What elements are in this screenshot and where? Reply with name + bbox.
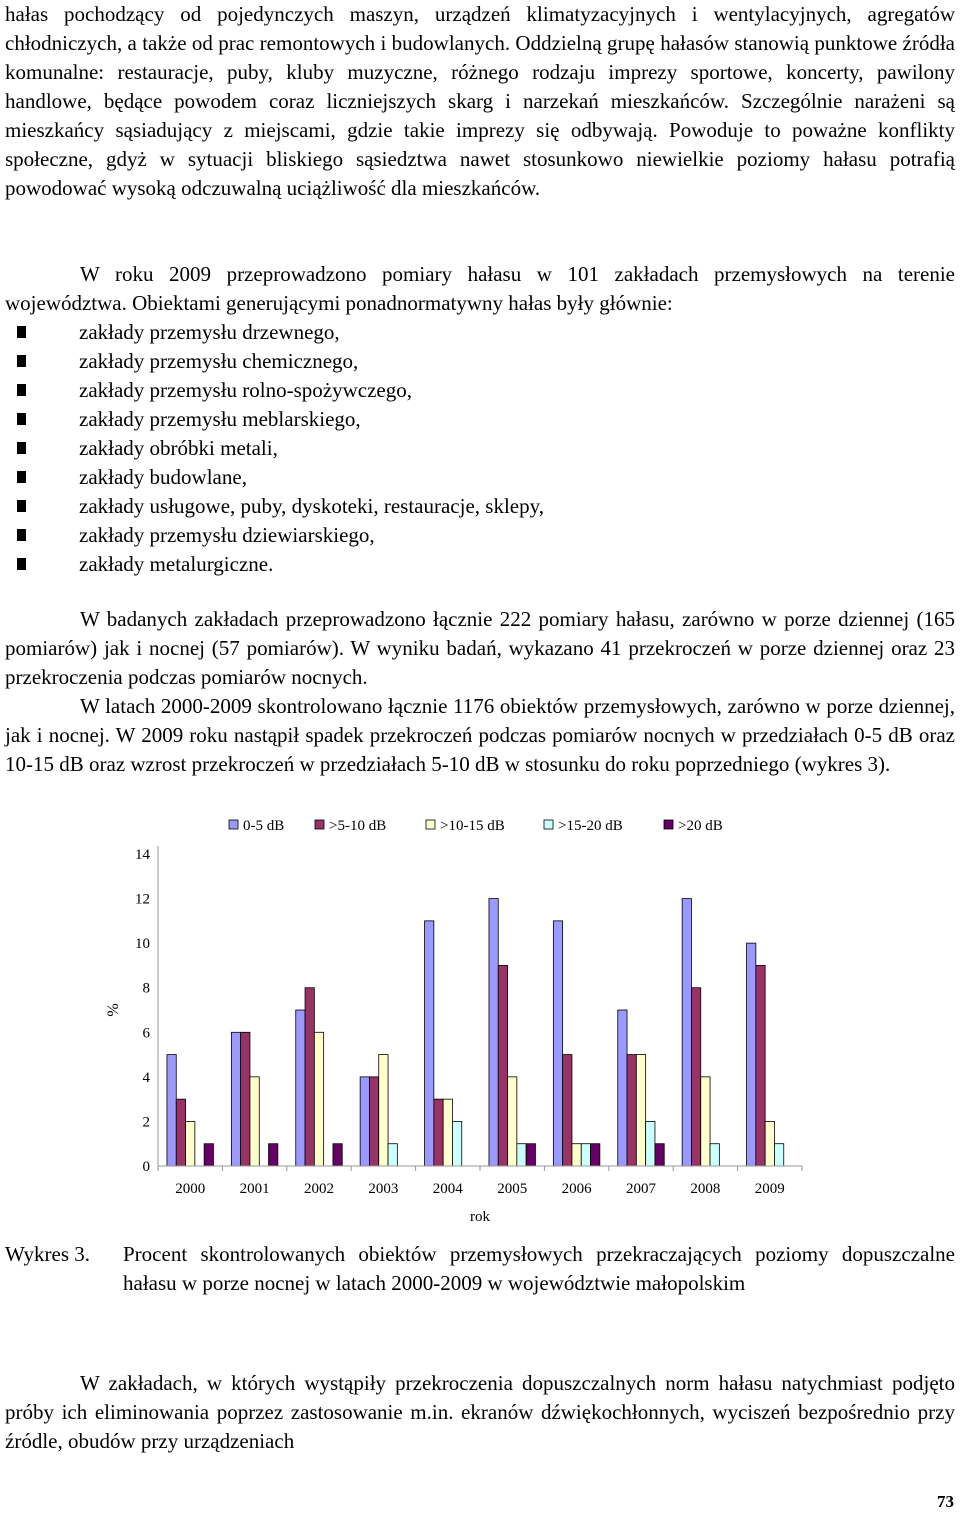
bar (581, 1144, 590, 1166)
bar (443, 1099, 452, 1166)
square-bullet-icon (17, 529, 26, 541)
bar (627, 1055, 636, 1166)
square-bullet-icon (17, 558, 26, 570)
bar (508, 1077, 517, 1166)
bar (204, 1144, 213, 1166)
bar (646, 1121, 655, 1166)
bar (269, 1144, 278, 1166)
bar (498, 965, 507, 1166)
x-axis-label: rok (470, 1209, 490, 1225)
list-item: zakłady przemysłu drzewnego, (5, 318, 905, 347)
list-item: zakłady obróbki metali, (5, 434, 905, 463)
square-bullet-icon (17, 384, 26, 396)
bar (636, 1055, 645, 1166)
bar (591, 1144, 600, 1166)
bar (756, 965, 765, 1166)
legend-label: >15-20 dB (558, 818, 623, 834)
y-tick-label: 8 (142, 980, 150, 997)
bar (379, 1055, 388, 1166)
x-tick-label: 2008 (690, 1181, 721, 1197)
list-item: zakłady przemysłu chemicznego, (5, 347, 905, 376)
square-bullet-icon (17, 442, 26, 454)
x-tick-label: 2005 (497, 1181, 528, 1197)
noise-exceedance-chart (90, 812, 810, 1230)
x-tick-label: 2009 (754, 1181, 785, 1197)
x-tick-label: 2006 (561, 1181, 592, 1197)
bar (176, 1099, 185, 1166)
list-item: zakłady usługowe, puby, dyskoteki, restauracje, sklepy, (5, 492, 905, 521)
bar (231, 1032, 240, 1166)
x-tick-label: 2004 (432, 1181, 463, 1197)
bar (691, 988, 700, 1166)
x-tick-label: 2002 (304, 1181, 334, 1197)
square-bullet-icon (17, 355, 26, 367)
legend-swatch (229, 820, 238, 829)
bar (774, 1144, 783, 1166)
bar (167, 1055, 176, 1166)
legend-label: >10-15 dB (440, 818, 505, 834)
bar (369, 1077, 378, 1166)
square-bullet-icon (17, 413, 26, 425)
legend-label: >20 dB (678, 818, 723, 834)
bar (563, 1055, 572, 1166)
page-number: 73 (937, 1492, 954, 1511)
list-item: zakłady przemysłu meblarskiego, (5, 405, 905, 434)
legend-swatch (315, 820, 324, 829)
bar (489, 899, 498, 1166)
bar (314, 1032, 323, 1166)
y-tick-label: 2 (142, 1114, 150, 1131)
paragraph-mitigation: W zakładach, w których wystąpiły przekroczenia dopuszczalnych norm hałasu natychmiast podjęto próby ich eliminowania poprzez zastosowanie m.in. ekranów dźwiękochłonnych, wyciszeń bezpośrednio przy źródle, obudów przy urządzeniach (5, 1371, 955, 1453)
figure-caption-label: Wykres 3. (5, 1242, 91, 1266)
legend-label: 0-5 dB (243, 818, 285, 834)
bar (618, 1010, 627, 1166)
bar (333, 1144, 342, 1166)
x-tick-label: 2001 (239, 1181, 270, 1197)
bar (186, 1121, 195, 1166)
y-tick-label: 12 (135, 891, 150, 908)
legend-swatch (664, 820, 673, 829)
paragraph-noise-sources: hałas pochodzący od pojedynczych maszyn, urządzeń klimatyzacyjnych i wentylacyjnych, agregatów chłodniczych, a także od prac remontowych i budowlanych. Oddzielną grupę hałasów stanowią punktowe źródła komunalne: restauracje, puby, kluby muzyczne, różnego rodzaju imprezy sportowe, koncerty, pawilony handlowe, będące powodem coraz liczniejszych skarg i narzekań mieszkańców. Szczególnie narażeni są mieszkańcy sąsiadujący z miejscami, gdzie takie imprezy się odbywają. Powoduje to poważne konflikty społeczne, gdyż w sytuacji bliskiego sąsiedztwa nawet stosunkowo niewielkie poziomy hałasu potrafią powodować wysoką odczuwalną uciążliwość dla mieszkańców. (5, 2, 955, 200)
list-item: zakłady przemysłu dziewiarskiego, (5, 521, 905, 550)
square-bullet-icon (17, 500, 26, 512)
y-tick-label: 6 (142, 1025, 150, 1042)
x-tick-label: 2000 (175, 1181, 206, 1197)
x-tick-label: 2003 (368, 1181, 399, 1197)
bar (434, 1099, 443, 1166)
bar (452, 1121, 461, 1166)
bar (553, 921, 562, 1166)
paragraph-measurements-2009: W roku 2009 przeprowadzono pomiary hałasu w 101 zakładach przemysłowych na terenie województwa. Obiektami generującymi ponadnormatywny hałas były głównie: (5, 262, 955, 315)
y-tick-label: 10 (135, 936, 150, 953)
y-tick-label: 0 (142, 1159, 150, 1175)
x-tick-label: 2007 (626, 1181, 656, 1197)
legend-swatch (544, 820, 553, 829)
list-item: zakłady budowlane, (5, 463, 905, 492)
square-bullet-icon (17, 471, 26, 483)
legend-label: >5-10 dB (329, 818, 387, 834)
paragraph-2000-2009-summary: W latach 2000-2009 skontrolowano łącznie 1176 obiektów przemysłowych, zarówno w porze dziennej, jak i nocnej. W 2009 roku nastąpił spadek przekroczeń podczas pomiarów nocnych w przedziałach 0-5 dB oraz 10-15 dB oraz wzrost przekroczeń w przedziałach 5-10 dB w stosunku do roku poprzedniego (wykres 3). (5, 694, 955, 776)
bar (296, 1010, 305, 1166)
bar (655, 1144, 664, 1166)
paragraph-measurement-results: W badanych zakładach przeprowadzono łącznie 222 pomiary hałasu, zarówno w porze dziennej (165 pomiarów) jak i nocnej (57 pomiarów). W wyniku badań, wykazano 41 przekroczeń w porze dziennej oraz 23 przekroczenia podczas pomiarów nocnych. (5, 607, 955, 689)
industry-list (5, 318, 905, 579)
chart-svg (90, 812, 810, 1230)
legend-swatch (426, 820, 435, 829)
bar (250, 1077, 259, 1166)
bar (682, 899, 691, 1166)
bar (765, 1121, 774, 1166)
bar (388, 1144, 397, 1166)
y-tick-label: 14 (135, 847, 150, 863)
y-axis-label: % (105, 1003, 122, 1017)
bar (747, 943, 756, 1166)
y-tick-label: 4 (142, 1069, 150, 1086)
bar (305, 988, 314, 1166)
bar (572, 1144, 581, 1166)
bar (517, 1144, 526, 1166)
list-item: zakłady przemysłu rolno-spożywczego, (5, 376, 905, 405)
square-bullet-icon (17, 326, 26, 338)
bar (526, 1144, 535, 1166)
bar (241, 1032, 250, 1166)
list-item: zakłady metalurgiczne. (5, 550, 905, 579)
bar (425, 921, 434, 1166)
bar (710, 1144, 719, 1166)
bar (701, 1077, 710, 1166)
bar (360, 1077, 369, 1166)
figure-caption-text: Procent skontrolowanych obiektów przemysłowych przekraczających poziomy dopuszczalne hałasu w porze nocnej w latach 2000-2009 w województwie małopolskim (123, 1242, 955, 1295)
